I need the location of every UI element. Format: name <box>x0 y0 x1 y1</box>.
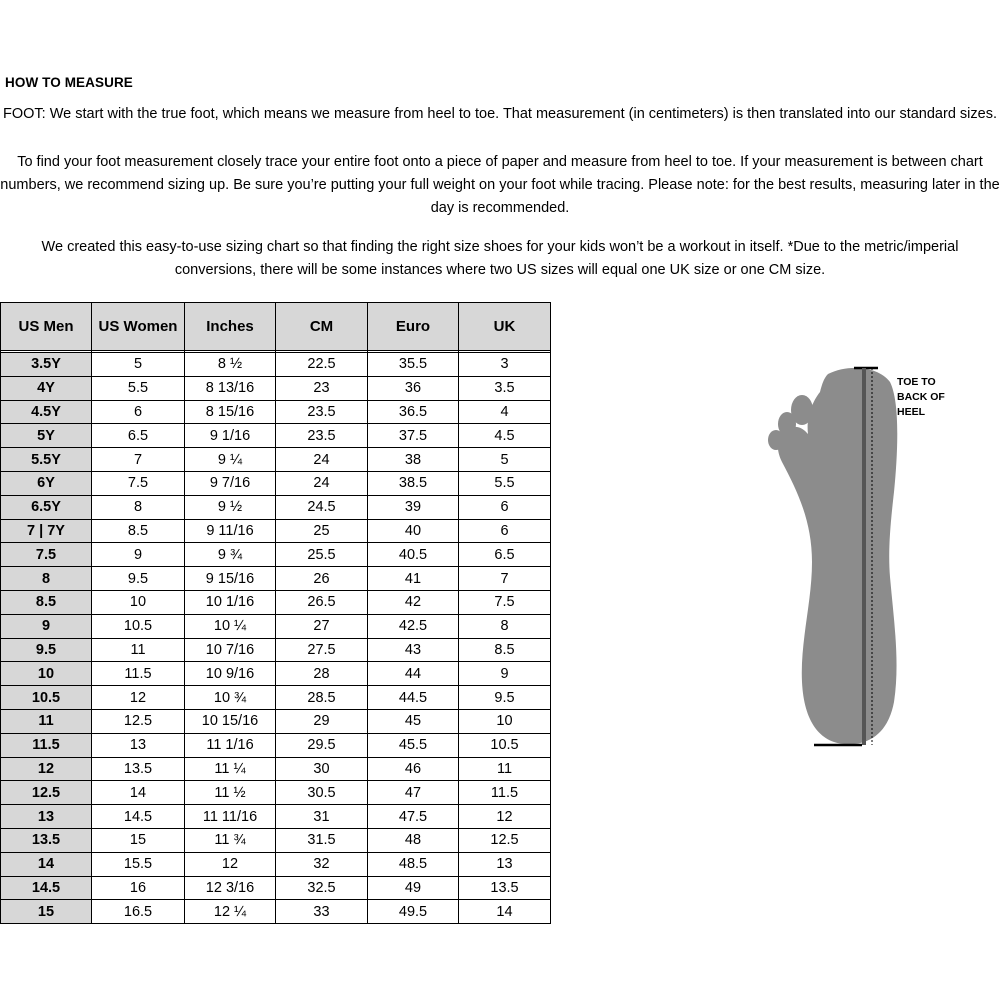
foot-measure-label <box>897 375 977 420</box>
cell-us-men: 4.5Y <box>1 400 92 424</box>
cell-us-men: 13.5 <box>1 828 92 852</box>
header-us-women: US Women <box>92 303 185 351</box>
header-uk: UK <box>459 303 551 351</box>
table-row <box>1 900 551 924</box>
table-row <box>1 805 551 829</box>
cell-us-women: 12 <box>92 686 185 710</box>
table-row <box>1 567 551 591</box>
cell-uk: 11.5 <box>459 781 551 805</box>
cell-us-men: 7 | 7Y <box>1 519 92 543</box>
cell-inches: 10 15/16 <box>185 709 276 733</box>
foot-label-line1: TOE TO <box>897 376 936 388</box>
cell-us-women: 8.5 <box>92 519 185 543</box>
table-header-row <box>1 303 551 351</box>
cell-cm: 29.5 <box>276 733 368 757</box>
table-row <box>1 471 551 495</box>
cell-cm: 30.5 <box>276 781 368 805</box>
header-euro: Euro <box>368 303 459 351</box>
cell-us-men: 14 <box>1 852 92 876</box>
cell-us-men: 11 <box>1 709 92 733</box>
cell-us-men: 14.5 <box>1 876 92 900</box>
table-body <box>1 351 551 924</box>
cell-euro: 48 <box>368 828 459 852</box>
cell-cm: 30 <box>276 757 368 781</box>
cell-cm: 28.5 <box>276 686 368 710</box>
cell-inches: 9 11/16 <box>185 519 276 543</box>
cell-inches: 8 ½ <box>185 353 276 377</box>
cell-us-men: 7.5 <box>1 543 92 567</box>
cell-inches: 9 7/16 <box>185 471 276 495</box>
size-chart-table <box>0 302 551 924</box>
table-row <box>1 424 551 448</box>
cell-inches: 10 ¼ <box>185 614 276 638</box>
cell-us-men: 5.5Y <box>1 448 92 472</box>
cell-euro: 39 <box>368 495 459 519</box>
table-row <box>1 448 551 472</box>
cell-cm: 23.5 <box>276 424 368 448</box>
intro-paragraph-note: We created this easy-to-use sizing chart so that finding the right size shoes for your kids won’t be a workout in itself. *Due to the metric/imperial conversions, there will be some instances where two US sizes will equal one UK size or one CM size. <box>41 239 959 278</box>
cell-inches: 11 11/16 <box>185 805 276 829</box>
cell-us-men: 8 <box>1 567 92 591</box>
cell-euro: 45 <box>368 709 459 733</box>
cell-cm: 23.5 <box>276 400 368 424</box>
cell-us-women: 5 <box>92 353 185 377</box>
cell-cm: 31.5 <box>276 828 368 852</box>
cell-uk: 6 <box>459 495 551 519</box>
cell-us-men: 13 <box>1 805 92 829</box>
cell-euro: 49 <box>368 876 459 900</box>
cell-euro: 48.5 <box>368 852 459 876</box>
cell-us-women: 5.5 <box>92 376 185 400</box>
cell-uk: 9.5 <box>459 686 551 710</box>
cell-us-women: 11 <box>92 638 185 662</box>
cell-uk: 11 <box>459 757 551 781</box>
cell-us-men: 4Y <box>1 376 92 400</box>
cell-us-women: 13 <box>92 733 185 757</box>
cell-euro: 45.5 <box>368 733 459 757</box>
cell-euro: 46 <box>368 757 459 781</box>
table-row <box>1 376 551 400</box>
cell-inches: 8 13/16 <box>185 376 276 400</box>
cell-us-men: 11.5 <box>1 733 92 757</box>
cell-cm: 31 <box>276 805 368 829</box>
cell-us-men: 12.5 <box>1 781 92 805</box>
cell-us-men: 6Y <box>1 471 92 495</box>
cell-uk: 5 <box>459 448 551 472</box>
header-us-men: US Men <box>1 303 92 351</box>
cell-euro: 36.5 <box>368 400 459 424</box>
cell-uk: 8 <box>459 614 551 638</box>
cell-us-women: 7.5 <box>92 471 185 495</box>
table-row <box>1 828 551 852</box>
cell-euro: 40.5 <box>368 543 459 567</box>
cell-euro: 42 <box>368 590 459 614</box>
table-row <box>1 876 551 900</box>
cell-uk: 12.5 <box>459 828 551 852</box>
cell-uk: 12 <box>459 805 551 829</box>
table-row <box>1 519 551 543</box>
cell-uk: 6 <box>459 519 551 543</box>
cell-cm: 25.5 <box>276 543 368 567</box>
table-row <box>1 662 551 686</box>
cell-us-women: 15.5 <box>92 852 185 876</box>
table-row <box>1 757 551 781</box>
header-inches: Inches <box>185 303 276 351</box>
cell-us-women: 6 <box>92 400 185 424</box>
cell-cm: 27 <box>276 614 368 638</box>
cell-uk: 13.5 <box>459 876 551 900</box>
cell-euro: 47 <box>368 781 459 805</box>
table-row <box>1 733 551 757</box>
cell-us-men: 3.5Y <box>1 353 92 377</box>
cell-uk: 9 <box>459 662 551 686</box>
cell-inches: 11 ¾ <box>185 828 276 852</box>
cell-uk: 4.5 <box>459 424 551 448</box>
cell-us-women: 6.5 <box>92 424 185 448</box>
cell-cm: 26.5 <box>276 590 368 614</box>
cell-inches: 9 ¾ <box>185 543 276 567</box>
cell-us-women: 14.5 <box>92 805 185 829</box>
intro-paragraph-foot: FOOT: We start with the true foot, which means we measure from heel to toe. That measurement (in centimeters) is then translated into our standard sizes. <box>3 106 997 122</box>
cell-us-men: 8.5 <box>1 590 92 614</box>
cell-cm: 27.5 <box>276 638 368 662</box>
cell-us-women: 16 <box>92 876 185 900</box>
cell-inches: 11 1/16 <box>185 733 276 757</box>
cell-uk: 3 <box>459 353 551 377</box>
cell-inches: 9 ½ <box>185 495 276 519</box>
page-heading: HOW TO MEASURE <box>5 75 133 90</box>
cell-inches: 9 ¼ <box>185 448 276 472</box>
cell-us-men: 10.5 <box>1 686 92 710</box>
header-cm: CM <box>276 303 368 351</box>
cell-inches: 12 <box>185 852 276 876</box>
cell-inches: 9 1/16 <box>185 424 276 448</box>
table-row <box>1 781 551 805</box>
cell-cm: 32.5 <box>276 876 368 900</box>
cell-uk: 10.5 <box>459 733 551 757</box>
cell-cm: 25 <box>276 519 368 543</box>
cell-uk: 5.5 <box>459 471 551 495</box>
cell-inches: 10 ¾ <box>185 686 276 710</box>
cell-uk: 6.5 <box>459 543 551 567</box>
cell-us-women: 10.5 <box>92 614 185 638</box>
cell-us-women: 9 <box>92 543 185 567</box>
cell-uk: 3.5 <box>459 376 551 400</box>
cell-cm: 26 <box>276 567 368 591</box>
table-row <box>1 686 551 710</box>
cell-us-women: 13.5 <box>92 757 185 781</box>
cell-cm: 32 <box>276 852 368 876</box>
cell-us-men: 6.5Y <box>1 495 92 519</box>
cell-us-men: 12 <box>1 757 92 781</box>
table-row <box>1 353 551 377</box>
cell-inches: 9 15/16 <box>185 567 276 591</box>
cell-us-men: 15 <box>1 900 92 924</box>
cell-us-women: 15 <box>92 828 185 852</box>
cell-euro: 44.5 <box>368 686 459 710</box>
cell-us-men: 9.5 <box>1 638 92 662</box>
cell-us-women: 7 <box>92 448 185 472</box>
table-row <box>1 614 551 638</box>
cell-inches: 10 1/16 <box>185 590 276 614</box>
cell-uk: 7 <box>459 567 551 591</box>
cell-us-men: 10 <box>1 662 92 686</box>
foot-label-line2: BACK OF <box>897 391 945 403</box>
cell-us-women: 12.5 <box>92 709 185 733</box>
cell-uk: 10 <box>459 709 551 733</box>
cell-inches: 8 15/16 <box>185 400 276 424</box>
cell-euro: 35.5 <box>368 353 459 377</box>
cell-us-women: 16.5 <box>92 900 185 924</box>
cell-uk: 4 <box>459 400 551 424</box>
cell-uk: 8.5 <box>459 638 551 662</box>
cell-inches: 11 ¼ <box>185 757 276 781</box>
cell-uk: 14 <box>459 900 551 924</box>
cell-inches: 10 9/16 <box>185 662 276 686</box>
cell-euro: 49.5 <box>368 900 459 924</box>
table-row <box>1 709 551 733</box>
cell-euro: 43 <box>368 638 459 662</box>
cell-us-women: 14 <box>92 781 185 805</box>
cell-inches: 12 ¼ <box>185 900 276 924</box>
cell-inches: 11 ½ <box>185 781 276 805</box>
table-row <box>1 400 551 424</box>
cell-euro: 47.5 <box>368 805 459 829</box>
intro-paragraph-instructions: To find your foot measurement closely trace your entire foot onto a piece of paper and measure from heel to toe. If your measurement is between chart numbers, we recommend sizing up. Be sure you’re putting your full weight on your foot while tracing. Please note: for the best results, measuring later in the day is recommended. <box>0 154 1000 216</box>
cell-uk: 13 <box>459 852 551 876</box>
cell-euro: 41 <box>368 567 459 591</box>
table-row <box>1 852 551 876</box>
cell-cm: 33 <box>276 900 368 924</box>
table-row <box>1 543 551 567</box>
cell-euro: 38.5 <box>368 471 459 495</box>
cell-euro: 38 <box>368 448 459 472</box>
cell-cm: 29 <box>276 709 368 733</box>
cell-us-women: 9.5 <box>92 567 185 591</box>
cell-euro: 37.5 <box>368 424 459 448</box>
cell-us-men: 5Y <box>1 424 92 448</box>
cell-euro: 40 <box>368 519 459 543</box>
table-row <box>1 495 551 519</box>
table-row <box>1 590 551 614</box>
table-row <box>1 638 551 662</box>
cell-us-women: 8 <box>92 495 185 519</box>
cell-euro: 44 <box>368 662 459 686</box>
cell-cm: 24 <box>276 448 368 472</box>
foot-measure-illustration <box>760 362 990 752</box>
cell-cm: 24 <box>276 471 368 495</box>
cell-cm: 24.5 <box>276 495 368 519</box>
cell-cm: 28 <box>276 662 368 686</box>
foot-silhouette <box>768 368 897 744</box>
cell-us-women: 11.5 <box>92 662 185 686</box>
cell-cm: 22.5 <box>276 353 368 377</box>
cell-us-men: 9 <box>1 614 92 638</box>
cell-uk: 7.5 <box>459 590 551 614</box>
foot-label-line3: HEEL <box>897 406 926 418</box>
cell-euro: 36 <box>368 376 459 400</box>
cell-inches: 10 7/16 <box>185 638 276 662</box>
cell-inches: 12 3/16 <box>185 876 276 900</box>
cell-us-women: 10 <box>92 590 185 614</box>
cell-cm: 23 <box>276 376 368 400</box>
cell-euro: 42.5 <box>368 614 459 638</box>
